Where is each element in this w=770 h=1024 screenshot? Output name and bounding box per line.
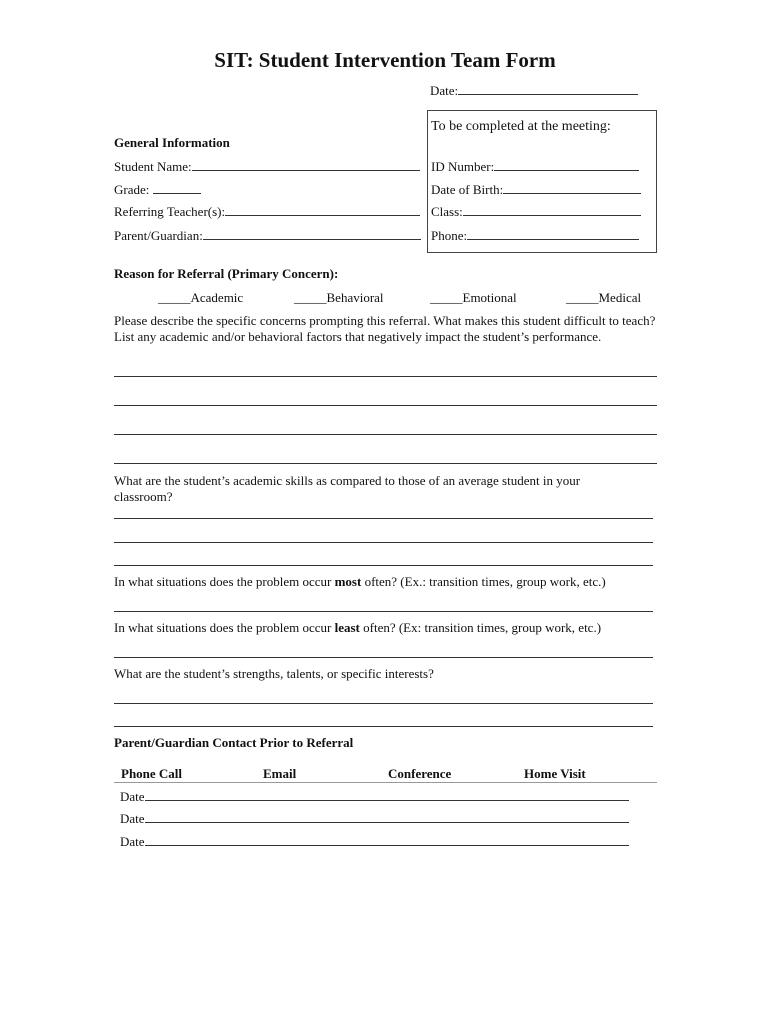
answer-line[interactable]: [114, 565, 653, 566]
contact-date-line: [145, 834, 629, 846]
date-of-birth-field[interactable]: [431, 182, 641, 197]
answer-line[interactable]: [114, 405, 657, 406]
referral-blank: _____: [430, 290, 463, 305]
contact-date-line: [145, 789, 629, 801]
contact-date-field[interactable]: [120, 789, 629, 804]
grade-line: [153, 182, 201, 194]
phone-label: Phone:: [431, 228, 468, 243]
date-of-birth-line: [503, 182, 641, 194]
prompt-text: often? (Ex.: transition times, group work, etc.): [361, 574, 606, 589]
referral-option-behavioral[interactable]: [294, 290, 384, 305]
form-title: SIT: Student Intervention Team Form: [214, 48, 556, 72]
answer-line[interactable]: [114, 376, 657, 377]
contact-column-email: Email: [263, 766, 297, 781]
meeting-heading: To be completed at the meeting:: [431, 119, 611, 134]
contact-date-field[interactable]: [120, 834, 629, 849]
answer-line[interactable]: [114, 726, 653, 727]
student-name-label: Student Name:: [114, 159, 192, 174]
date-of-birth-label: Date of Birth:: [431, 182, 504, 197]
date-line: [458, 83, 638, 95]
referral-heading: Reason for Referral (Primary Concern):: [114, 266, 339, 281]
referring-teacher-line: [225, 204, 420, 216]
parent-guardian-field[interactable]: [114, 228, 421, 243]
prompt-text: In what situations does the problem occur: [114, 620, 335, 635]
prompt-emphasis: least: [334, 620, 360, 635]
referral-option-label: Behavioral: [326, 290, 384, 305]
referral-option-label: Emotional: [462, 290, 517, 305]
id-number-line: [494, 159, 639, 171]
answer-line[interactable]: [114, 542, 653, 543]
class-label: Class:: [431, 204, 463, 219]
referral-blank: _____: [294, 290, 327, 305]
general-heading: General Information: [114, 135, 230, 150]
student-name-line: [192, 159, 420, 171]
grade-field[interactable]: [114, 182, 201, 197]
contact-column-phone-call: Phone Call: [121, 766, 183, 781]
date-label: Date:: [430, 83, 459, 98]
referral-option-academic[interactable]: [158, 290, 243, 305]
id-number-field[interactable]: [431, 159, 639, 174]
contact-date-field[interactable]: [120, 811, 629, 826]
contact-date-line: [145, 811, 629, 823]
grade-label: Grade:: [114, 182, 150, 197]
describe-concerns-prompt: Please describe the specific concerns prompting this referral. What makes this student difficult to teach? List any academic and/or behavioral factors that negatively impact the student’s performance.: [114, 313, 656, 344]
contact-date-label: Date: [120, 834, 145, 849]
referral-option-label: Academic: [190, 290, 244, 305]
answer-line[interactable]: [114, 703, 653, 704]
answer-line[interactable]: [114, 611, 653, 612]
referral-blank: _____: [158, 290, 191, 305]
date-field[interactable]: [430, 83, 638, 98]
phone-line: [467, 228, 639, 240]
referring-teacher-label: Referring Teacher(s):: [114, 204, 226, 219]
least-often-prompt: [114, 620, 601, 635]
answer-line[interactable]: [114, 657, 653, 658]
class-line: [463, 204, 641, 216]
phone-field[interactable]: [431, 228, 639, 243]
academic-skills-prompt: What are the student’s academic skills as compared to those of an average student in your classroom?: [114, 473, 581, 504]
contact-date-label: Date: [120, 811, 145, 826]
most-often-prompt: [114, 574, 606, 589]
answer-line[interactable]: [114, 463, 657, 464]
contact-column-conference: Conference: [388, 766, 452, 781]
referral-option-emotional[interactable]: [430, 290, 517, 305]
contact-header-divider: [114, 782, 657, 783]
parent-guardian-line: [203, 228, 421, 240]
class-field[interactable]: [431, 204, 641, 219]
referral-option-medical[interactable]: [566, 290, 641, 305]
answer-line[interactable]: [114, 518, 653, 519]
contact-column-home-visit: Home Visit: [524, 766, 586, 781]
id-number-label: ID Number:: [431, 159, 495, 174]
strengths-prompt: What are the student’s strengths, talents, or specific interests?: [114, 666, 434, 681]
student-name-field[interactable]: [114, 159, 420, 174]
referring-teacher-field[interactable]: [114, 204, 420, 219]
prompt-text: In what situations does the problem occur: [114, 574, 335, 589]
parent-guardian-label: Parent/Guardian:: [114, 228, 203, 243]
answer-line[interactable]: [114, 434, 657, 435]
contact-date-label: Date: [120, 789, 145, 804]
referral-blank: _____: [566, 290, 599, 305]
prompt-text: often? (Ex: transition times, group work, etc.): [359, 620, 602, 635]
referral-option-label: Medical: [598, 290, 642, 305]
contact-heading: Parent/Guardian Contact Prior to Referral: [114, 735, 354, 750]
prompt-emphasis: most: [334, 574, 362, 589]
